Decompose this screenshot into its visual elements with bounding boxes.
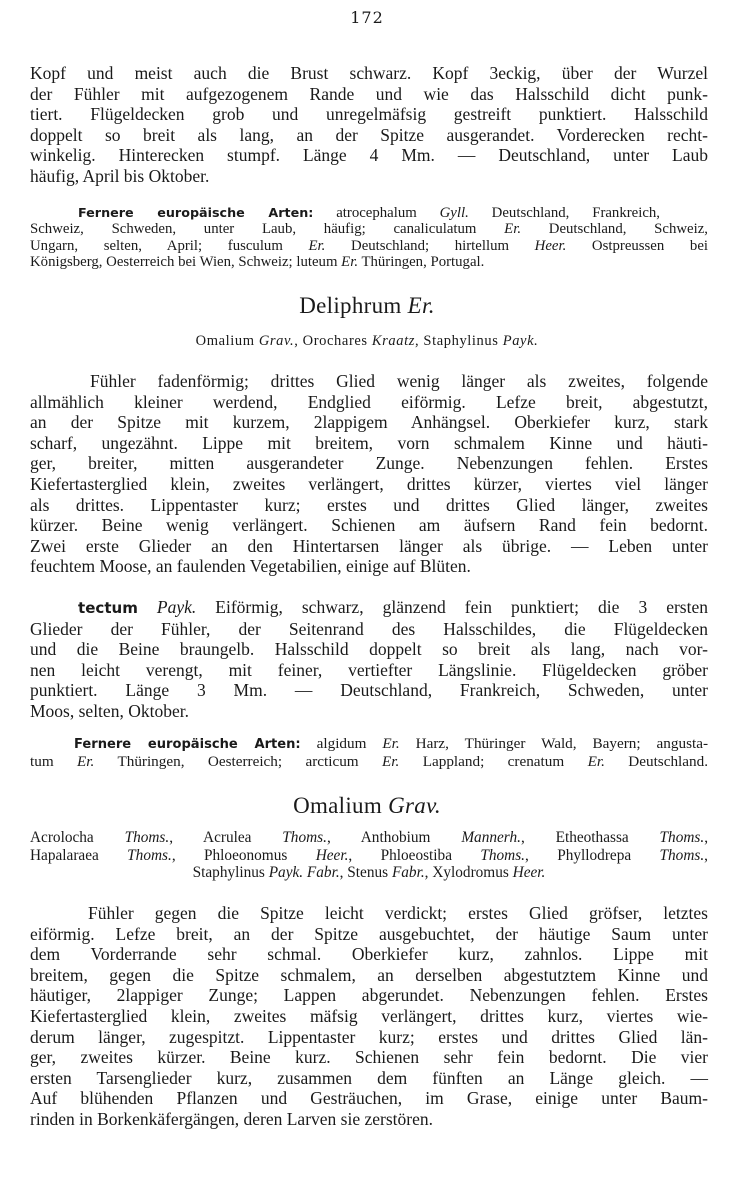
genus-name: Deliphrum xyxy=(299,293,402,318)
species-name: tectum xyxy=(78,599,138,617)
text-line: Moos, selten, Oktober. xyxy=(30,700,189,721)
text-line: nen leicht verengt, mit feiner, vertiefter Längslinie. Flügeldecken gröber xyxy=(30,659,708,680)
text-line: winkelig. Hinterecken stumpf. Länge 4 Mm. — Deutschland, unter Laub xyxy=(30,145,708,166)
text-line: feuchtem Moose, an faulenden Vegetabilien, einige auf Blüten. xyxy=(30,556,471,577)
section-label: Fernere europäische Arten: xyxy=(78,205,314,220)
text-line: derum länger, zugespitzt. Lippentaster kurz; erstes und drittes Glied län- xyxy=(30,1026,708,1047)
text-line: Staphylinus Payk. Fabr., Stenus Fabr., Xylodromus Heer. xyxy=(192,864,546,881)
text-line: Glieder der Fühler, der Seitenrand des Halsschildes, die Flügeldecken xyxy=(30,618,708,639)
genus-name: Omalium xyxy=(293,793,383,818)
genus-heading-deliphrum xyxy=(0,293,734,319)
text-line: doppelt so breit als lang, an der Spitze ausgerandet. Vorderecken recht- xyxy=(30,124,708,145)
text-line: eiförmig. Lefze breit, an der Spitze ausgebuchtet, der häutige Saum unter xyxy=(30,923,708,944)
text-line: häufig, April bis Oktober. xyxy=(30,165,210,186)
text-line: kürzer. Beine wenig verlängert. Schienen am äufsern Rand fein bedornt. xyxy=(30,515,708,536)
section-label: Fernere europäische Arten: xyxy=(74,737,301,752)
text-line: allmählich kleiner werdend, Endglied eiförmig. Lefze breit, abgestutzt, xyxy=(30,391,708,412)
text-line: Kiefertasterglied klein, zweites verlängert, drittes kürzer, viertes viel länger xyxy=(30,473,708,494)
text-line: Ungarn, selten, April; fusculum Er. Deutschland; hirtellum Heer. Ostpreussen bei xyxy=(30,237,708,254)
text-line: ger, zweites kürzer. Beine kurz. Schienen sehr fein bedornt. Die vier xyxy=(30,1047,708,1068)
text-line: tum Er. Thüringen, Oesterreich; arcticum Er. Lappland; crenatum Er. Deutschland. xyxy=(30,753,708,770)
text-line: Königsberg, Oesterreich bei Wien, Schweiz; luteum Er. Thüringen, Portugal. xyxy=(30,253,485,270)
text-line: Acrolocha Thoms., Acrulea Thoms., Anthobium Mannerh., Etheothassa Thoms., xyxy=(30,829,709,846)
text-line: Hapalaraea Thoms., Phloeonomus Heer., Phloeostiba Thoms., Phyllodrepa Thoms., xyxy=(30,846,708,864)
text-line: und die Beine braungelb. Halsschild doppelt so breit als lang, nach vor- xyxy=(30,639,708,660)
text-line: der Fühler mit aufgezogenem Rande und wie das Halsschild dicht punk- xyxy=(30,83,708,104)
genus-author: Er. xyxy=(407,293,435,318)
text-line: punktiert. Länge 3 Mm. — Deutschland, Frankreich, Schweden, unter xyxy=(30,680,708,701)
genus-heading-omalium xyxy=(0,793,734,819)
text-line: tectum Payk. Eiförmig, schwarz, glänzend fein punktiert; die 3 ersten xyxy=(78,597,708,617)
text-line: an der Spitze mit kurzem, 2lappigem Anhängsel. Oberkiefer kurz, stark xyxy=(30,412,708,433)
text-line: als drittes. Lippentaster kurz; erstes und drittes Glied länger, zweites xyxy=(30,494,708,515)
text-line: Fühler fadenförmig; drittes Glied wenig länger als zweites, folgende xyxy=(90,371,708,391)
text-line: Kopf und meist auch die Brust schwarz. Kopf 3eckig, über der Wurzel xyxy=(30,63,708,83)
genus-description-paragraph xyxy=(30,371,708,577)
text-line: Fernere europäische Arten: atrocephalum Gyll. Deutschland, Frankreich, xyxy=(78,205,661,221)
species-description-paragraph xyxy=(30,63,708,187)
text-line: Zwei erste Glieder an den Hintertarsen länger als übrige. — Leben unter xyxy=(30,535,708,556)
text-line: Kiefertasterglied klein, zweites mäfsig verlängert, drittes kurz, viertes wie- xyxy=(30,1005,708,1026)
species-author: Payk. xyxy=(156,597,197,617)
genus-author: Grav. xyxy=(388,793,441,818)
text-line: ersten Tarsenglieder kurz, zusammen dem fünften an Länge gleich. — xyxy=(30,1067,708,1088)
text-line: Fernere europäische Arten: algidum Er. Harz, Thüringer Wald, Bayern; angusta- xyxy=(74,735,709,752)
other-species-paragraph xyxy=(30,735,708,770)
page-number: 172 xyxy=(350,8,384,27)
genus-description-paragraph xyxy=(30,903,708,1130)
text-line: Schweiz, Schweden, unter Laub, häufig; canaliculatum Er. Deutschland, Schweiz, xyxy=(30,221,708,238)
genus-synonyms: Omalium Grav., Orochares Kraatz, Staphylinus Payk. xyxy=(195,333,539,349)
text-line: tiert. Flügeldecken grob und unregelmäfsig gestreift punktiert. Halsschild xyxy=(30,104,708,125)
text-line: breitem, gegen die Spitze schmalem, an derselben abgestutztem Kinne und xyxy=(30,964,708,985)
genus-synonyms xyxy=(30,829,708,882)
species-description-paragraph xyxy=(30,597,708,722)
text-line: Fühler gegen die Spitze leicht verdickt; erstes Glied gröfser, letztes xyxy=(88,903,708,923)
text-line: dem Vorderrande sehr schmal. Oberkiefer kurz, zahnlos. Lippe mit xyxy=(30,944,708,965)
text-line: scharf, ungezähnt. Lippe mit breitem, vorn schmalem Kinne und häuti- xyxy=(30,432,708,453)
text-line: rinden in Borkenkäfergängen, deren Larven sie zerstören. xyxy=(30,1108,433,1129)
text-line: häutiger, 2lappiger Zunge; Lappen abgerundet. Nebenzungen fehlen. Erstes xyxy=(30,985,708,1006)
text-line: Auf blühenden Pflanzen und Gesträuchen, im Grase, einige unter Baum- xyxy=(30,1088,708,1109)
text-line: ger, breiter, mitten ausgerandeter Zunge. Nebenzungen fehlen. Erstes xyxy=(30,453,708,474)
other-species-paragraph xyxy=(30,205,708,270)
